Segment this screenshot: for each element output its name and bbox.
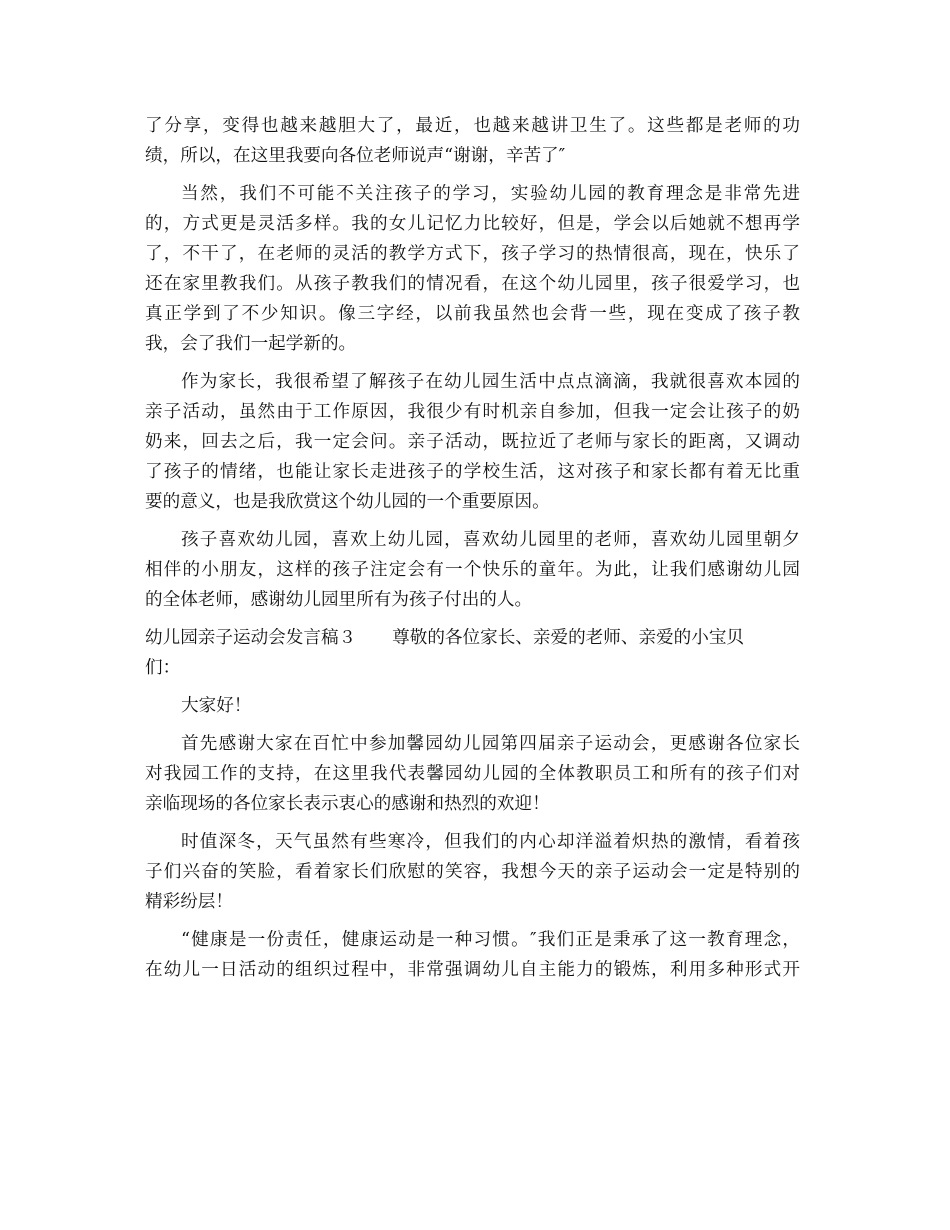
greeting-text: 尊敬的各位家长、亲爱的老师、亲爱的小宝贝: [392, 628, 745, 648]
text-line: 了分享，变得也越来越胆大了，最近，也越来越讲卫生了。这些都是老师的功: [145, 116, 802, 136]
text-line: 了，不干了，在老师的灵活的教学方式下，孩子学习的热情很高，现在，快乐了: [145, 244, 802, 264]
text-line: 的，方式更是灵活多样。我的女儿记忆力比较好，但是，学会以后她就不想再学: [145, 214, 802, 234]
paragraph-1: [145, 111, 800, 171]
section-title-line: [145, 623, 800, 653]
paragraph-5: [145, 691, 800, 721]
text-line: 相伴的小朋友，这样的孩子注定会有一个快乐的童年。为此，让我们感谢幼儿园: [145, 560, 802, 580]
text-line: 孩子喜欢幼儿园，喜欢上幼儿园，喜欢幼儿园里的老师，喜欢幼儿园里朝夕: [181, 530, 802, 550]
text-line: 了孩子的情绪，也能让家长走进孩子的学校生活，这对孩子和家长都有着无比重: [145, 462, 802, 482]
paragraph-7: [145, 827, 800, 917]
text-line: 亲子活动，虽然由于工作原因，我很少有时机亲自参加，但我一定会让孩子的奶: [145, 402, 802, 422]
text-line: 首先感谢大家在百忙中参加馨园幼儿园第四届亲子运动会，更感谢各位家长: [181, 734, 802, 754]
section-title: 幼儿园亲子运动会发言稿３: [145, 628, 357, 648]
text-line: 的全体老师，感谢幼儿园里所有为孩子付出的人。: [145, 590, 533, 610]
text-line: 作为家长，我很希望了解孩子在幼儿园生活中点点滴滴，我就很喜欢本园的: [181, 372, 802, 392]
text-line: 大家好！: [181, 696, 252, 716]
text-line: 时值深冬，天气虽然有些寒冷，但我们的内心却洋溢着炽热的激情，看着孩: [181, 832, 802, 852]
text-line: 当然，我们不可能不关注孩子的学习，实验幼儿园的教育理念是非常先进: [181, 184, 802, 204]
text-line: 真正学到了不少知识。像三字经，以前我虽然也会背一些，现在变成了孩子教: [145, 304, 802, 324]
greeting-continuation: 们：: [145, 658, 181, 678]
text-line: 绩，所以，在这里我要向各位老师说声“谢谢，辛苦了″: [145, 146, 566, 166]
text-line: 奶来，回去之后，我一定会问。亲子活动，既拉近了老师与家长的距离，又调动: [145, 432, 802, 452]
text-line: 在幼儿一日活动的组织过程中，非常强调幼儿自主能力的锻炼，利用多种形式开: [145, 960, 802, 980]
text-line: 亲临现场的各位家长表示衷心的感谢和热烈的欢迎！: [145, 794, 550, 814]
section-heading: [145, 623, 800, 683]
text-line: 要的意义，也是我欣赏这个幼儿园的一个重要原因。: [145, 492, 550, 512]
text-line: “健康是一份责任，健康运动是一种习惯。″我们正是秉承了这一教育理念，: [181, 930, 802, 950]
text-line: 对我园工作的支持，在这里我代表馨园幼儿园的全体教职员工和所有的孩子们对: [145, 764, 802, 784]
paragraph-6: [145, 729, 800, 819]
document-page: [145, 111, 800, 985]
text-line: 精彩纷层！: [145, 892, 233, 912]
text-line: 还在家里教我们。从孩子教我们的情况看，在这个幼儿园里，孩子很爱学习，也: [145, 274, 802, 294]
paragraph-8: [145, 925, 800, 985]
paragraph-3: [145, 367, 800, 517]
paragraph-4: [145, 525, 800, 615]
text-line: 我，会了我们一起学新的。: [145, 334, 357, 354]
paragraph-2: [145, 179, 800, 359]
text-line: 子们兴奋的笑脸，看着家长们欣慰的笑容，我想今天的亲子运动会一定是特别的: [145, 862, 802, 882]
